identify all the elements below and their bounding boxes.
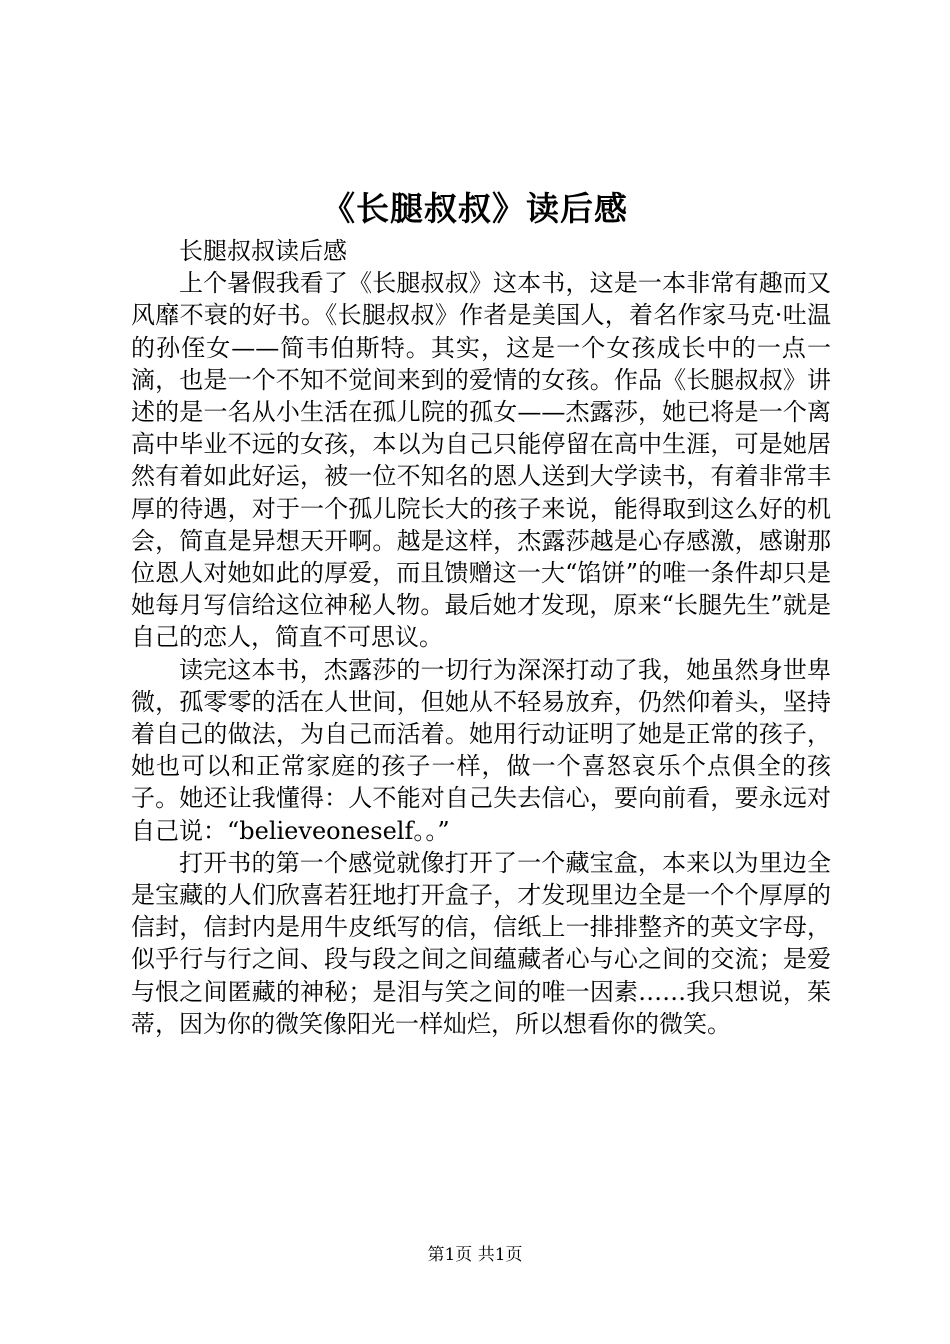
paragraph-3: 打开书的第一个感觉就像打开了一个藏宝盒，本来以为里边全是宝藏的人们欣喜若狂地打开盒子，才发现里边全是一个个厚厚的信封，信封内是用牛皮纸写的信，信纸上一排排整齐的英文字母，似乎行与行之间、段与段之间之间蕴藏者心与心之间的交流；是爱与恨之间匿藏的神秘；是泪与笑之间的唯一因素……我只想说，茱蒂，因为你的微笑像阳光一样灿烂，所以想看你的微笑。 bbox=[131, 848, 831, 1038]
paragraph-2: 读完这本书，杰露莎的一切行为深深打动了我，她虽然身世卑微，孤零零的活在人世间，但她从不轻易放弃，仍然仰着头，坚持着自己的做法，为自己而活着。她用行动证明了她是正常的孩子，她也可以和正常家庭的孩子一样，做一个喜怒哀乐个点俱全的孩子。她还让我懂得：人不能对自己失去信心，要向前看，要永远对自己说：“believeoneself。。” bbox=[131, 655, 831, 845]
document-subtitle: 长腿叔叔读后感 bbox=[179, 237, 347, 265]
paragraph-1: 上个暑假我看了《长腿叔叔》这本书，这是一本非常有趣而又风靡不衰的好书。《长腿叔叔》作者是美国人，着名作家马克·吐温的孙侄女——简韦伯斯特。其实，这是一个女孩成长中的一点一滴，也是一个不知不觉间来到的爱情的女孩。作品《长腿叔叔》讲述的是一名从小生活在孤儿院的孤女——杰露莎，她已将是一个离高中毕业不远的女孩，本以为自己只能停留在高中生涯，可是她居然有着如此好运，被一位不知名的恩人送到大学读书，有着非常丰厚的待遇，对于一个孤儿院长大的孩子来说，能得取到这么好的机会，简直是异想天开啊。越是这样，杰露莎越是心存感激，感谢那位恩人对她如此的厚爱，而且馈赠这一大“馅饼”的唯一条件却只是她每月写信给这位神秘人物。最后她才发现，原来“长腿先生”就是自己的恋人，简直不可思议。 bbox=[131, 269, 831, 652]
document-title: 《长腿叔叔》读后感 bbox=[322, 189, 628, 228]
page-footer: 第1页 共1页 bbox=[427, 1245, 523, 1265]
document-body bbox=[131, 235, 831, 1040]
